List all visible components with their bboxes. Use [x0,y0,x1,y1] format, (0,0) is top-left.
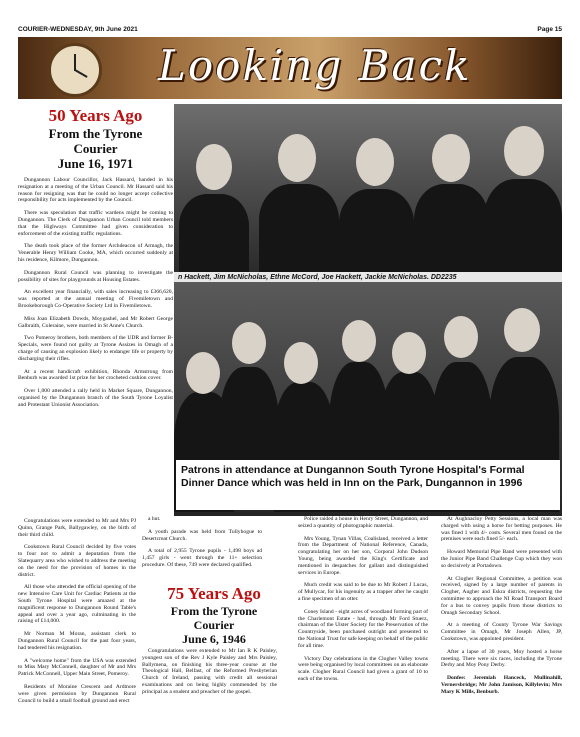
article-paragraph: A youth parade was held from Tullyhogue to Desertcreat Church. [142,528,262,542]
article-paragraph: Howard Memorial Pipe Band were presented with the Junior Pipe Band Challenge Cup which they won so decisively at Portadown. [441,549,562,569]
banner-title: Looking Back [158,41,472,90]
photo-caption: Patrons in attendance at Dungannon South Tyrone Hospital's Formal Dinner Dance which was held in Inn on the Park, Dungannon in 1996 [176,460,560,510]
article-paragraph: Dungannon Rural Council was planning to investigate the possibility of sites for playgrounds at Housing Estates. [18,269,173,283]
article-paragraph: Much credit was said to be due to Mr Robert J Lucas, of Mullycar, for his ingenuity as a trapper after he caught a fine specimen of an otter. [298,582,428,602]
article-paragraph: Miss Joan Elizabeth Dowds, Moygashel, and Mr Robert George Galbraith, Coleraine, were married in St Anne's Church. [18,315,173,329]
column-2-top [142,516,262,575]
article-paragraph: Victory Day celebrations in the Clogher Valley towns were being organised by local committees on an elaborate scale. Clogher Rural Council had given a grant of 10 to each of the towns. [298,655,428,682]
section-75-source-2: Courier [193,618,235,632]
paper-date: COURIER-WEDNESDAY, 9th June 2021 [18,25,138,33]
article-paragraph: At Clogher Regional Committee, a petition was received, signed by a large number of parents in Clogher, Augher and Eskra districts, requesting the committee to approach the NI Road Transport Board for a bus to convey pupils from those districts to Omagh Secondary School. [441,575,562,616]
page-number: Page 15 [537,25,562,33]
article-paragraph: A total of 2,955 Tyrone pupils - 1,498 boys ad 1,457 girls - went through the 11+ selection procedure. Of these, 749 were declared qualified. [142,548,262,568]
article-paragraph: All those who attended the official opening of the new Intensive Care Unit for Cardiac Patients at the South Tyrone Hospital were amazed at the magnificent response to Dungannon Round Table's appeal and over a year ago, culminating in the raising of £14,000. [18,584,136,625]
photo-names-strip: n Hackett, Jim McNicholas, Ethne McCord, Joe Hackett, Jackie McNicholas. DD2235 [174,272,562,284]
article-paragraph: Cookstown Rural Council decided by five votes to four not to admit a deputation from the Slatequarry area who wished to address the meeting on the need for the provision of homes in the district. [18,544,136,578]
article-paragraph: Dungannon Labour Councillor, Jack Hassard, handed in his resignation at a meeting of the Urban Council. Mr Hassard said his reason for resigning was that he could no longer accept collective responsibility for acts implemented by the Council. [18,177,173,204]
article-paragraph: A "welcome home" from the USA was extended to Miss Mary McConnell, daughter of Mr and Mrs Patrick McConnell, Upper Main Street, Pomeroy. [18,657,136,678]
looking-back-banner [18,37,562,99]
article-paragraph: Police raided a house in Henry Street, Dungannon, and seized a quantity of photographic material. [298,516,428,529]
section-75-heading: 75 Years Ago [167,584,261,603]
article-paragraph: Congratulations were extended to Mr Ian R K Paisley, youngest son of the Rev J Kyle Paisley and Mrs Paisley, Ballymena, on finishing his three-year course at the Theological Hall, Belfast, of the Reformed Presbyterian Church of Ireland, passing with credit all sessional examinations and on being highly commended by the principal as a student and preacher of the gospel. [142,648,277,695]
column-2-bottom [142,648,277,702]
article-paragraph: At a meeting of County Tyrone War Savings Committee in Omagh, Mr Joseph Allen, JP, Cookstown, was appointed president. [441,622,562,642]
article-paragraph: Coney Island - eight acres of woodland forming part of the Charlemont Estate - had, through Mr Ford Stuerz, chairman of the Ulster Society for the Preservation of the Countryside, been purchased outright and presented to the National Trust for safe keeping on behalf of the public for all time. [298,608,428,649]
article-paragraph: a hut. [148,516,161,522]
article-paragraph: Mr Norman M Moran, assistant clerk to Dungannon Rural Council for the past four years, had tendered his resignation. [18,631,136,651]
article-paragraph: After a lapse of 30 years, Moy hosted a horse meeting. There were six races, including the Tyrone Derby and Moy Pony Derby. [441,648,562,669]
article-paragraph: Donfee: Jeremiah Hanceck, Mullinahill, Vernersbridge; Mr John Jamison, Killylevin; Mrs Mary K Mills, Benburb. [441,675,562,695]
group-photo-top [174,104,562,274]
article-paragraph: There was speculation that traffic wardens might be coming to Dungannon. The Clerk of Dungannon Urban Council told members that the Highways Committee had given consideration to enforcement of the existing traffic regulations. [18,210,173,237]
column-3 [298,516,428,689]
article-paragraph: Congratulations were extended to Mr and Mrs PJ Quinn, Grange Park, Ballygawley, on the birth of their third child. [18,518,136,538]
article-paragraph: An excellent year financially, with sales increasing to £366,620, was reported at the annual meeting of Fivemiletown and Brookeborough Co-Operative Society Ltd in Fivemiletown. [18,289,173,309]
article-paragraph: At Aughnacloy Petty Sessions, a local man was charged with using a horse for betting purposes. He was fined 1 with 4/- costs. Several men found on the premises were each fined 5/- each. [441,516,562,543]
section-75-heading-block [148,584,280,646]
article-paragraph: Over 1,000 attended a rally held in Market Square, Dungannon, organised by the Dungannon branch of the South Tyrone Loyalist and Protestant Unionist Association. [18,388,173,408]
section-50-date: June 16, 1971 [57,156,134,171]
article-paragraph: The death took place of the former Archdeacon of Armagh, the Venerable Henry William Cooke, MA, which occurred suddenly at his residence, Kilmore, Dungannon. [18,243,173,263]
left-column [18,104,173,415]
article-paragraph: At a recent handicraft exhibition, Rhonda Armstrong from Benburb was awarded 1st prize for her crocheted cushion cover. [18,368,173,382]
article-paragraph: Residents of Moraine Crescent and Ardmore were given permission by Dungannon Rural Council to build a small football ground and erect [18,683,136,704]
clock-icon [48,43,102,97]
section-75-source: From the Tyrone [170,604,258,618]
column-1-bottom [18,518,136,710]
section-50-source-2: Courier [73,141,118,156]
section-50-source: From the Tyrone [48,126,143,141]
article-paragraph: Two Pomeroy brothers, both members of the UDR and former B-Specials, were found not guilty at Tyrone Assizes in Omagh of a charge of causing an explosion likely to endanger life or property by discharging their rifles. [18,335,173,362]
article-paragraph: Mrs Young, Tynan Villas, Coalisland, received a letter from the Department of National Reference, Canada, congratulating her on her son, Corporal John Dudson Young, being awarded the King's Certificate and mentioned in despatches for gallant and distinguished services in Europe. [298,535,428,576]
section-50-heading: 50 Years Ago [48,106,143,125]
photo-block [174,104,562,516]
column-4 [441,516,562,702]
section-75-date: June 6, 1946 [182,632,246,646]
page-header [18,24,562,34]
